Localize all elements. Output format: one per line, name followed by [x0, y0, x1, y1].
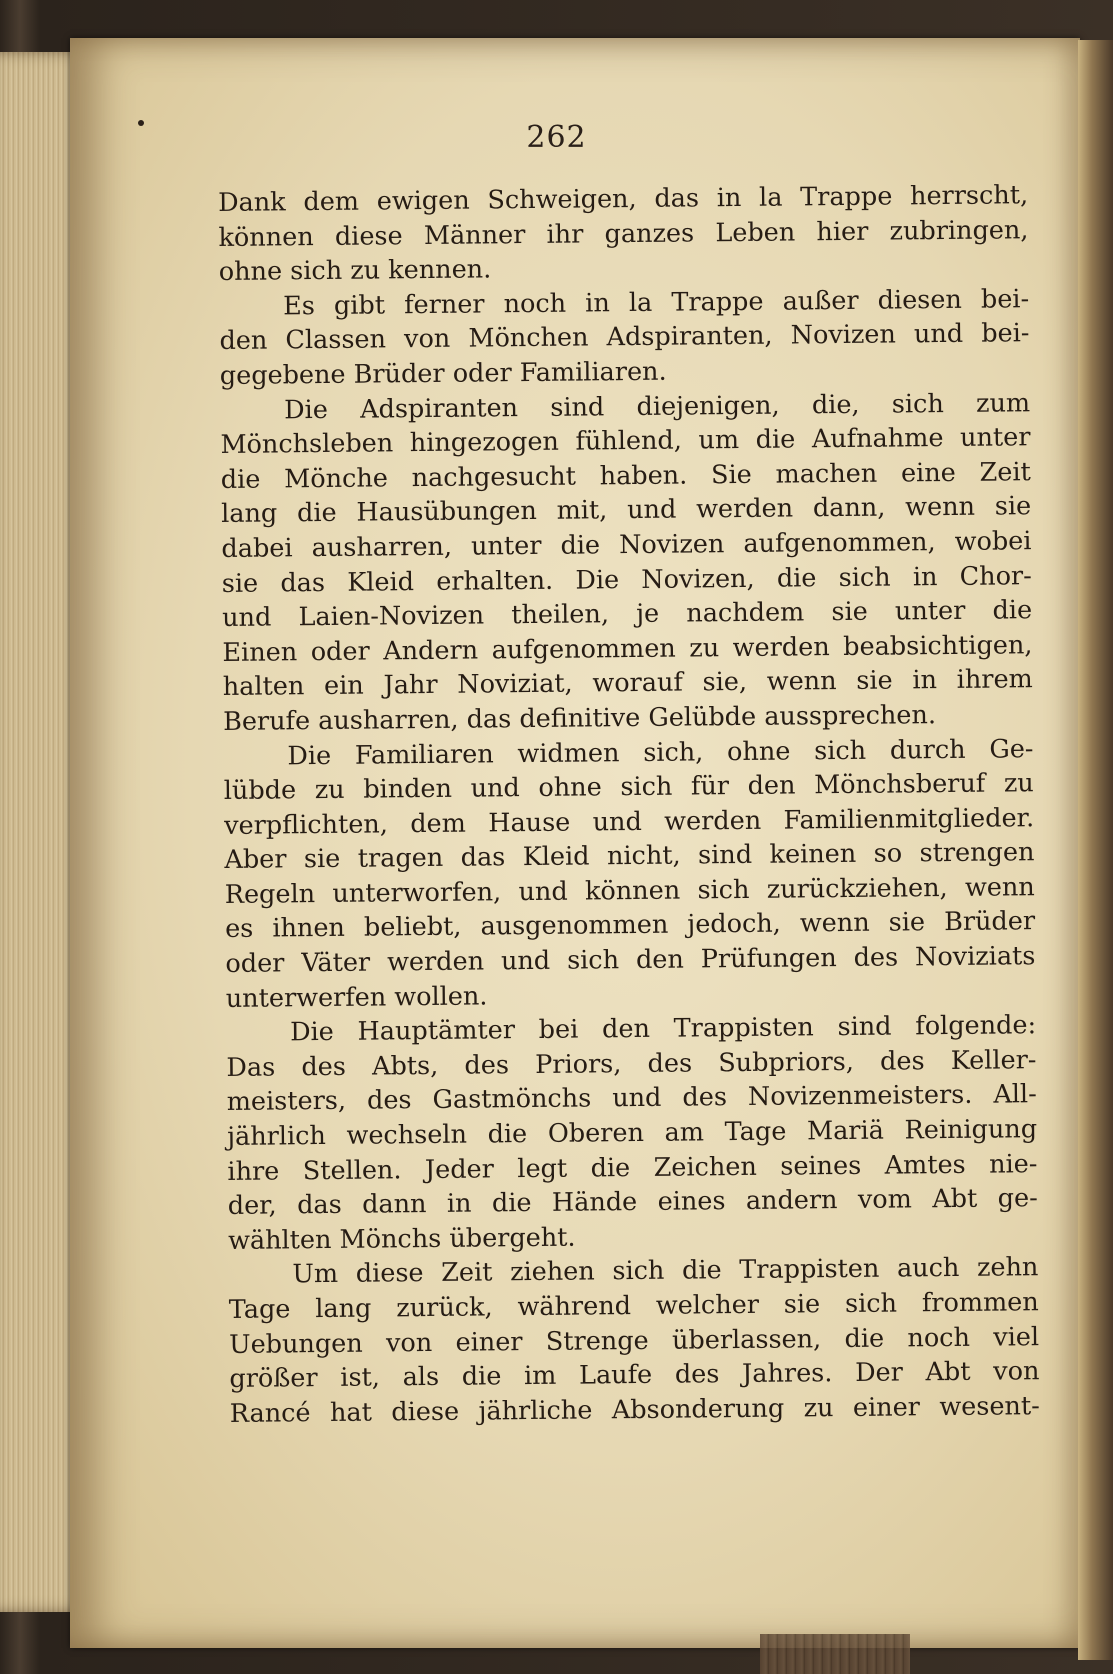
page-number: 262	[526, 120, 587, 155]
text-line: Dank dem ewigen Schweigen, das in la Trappe herrscht,	[218, 180, 1029, 218]
text-line: oder Väter werden und sich den Prüfungen des Noviziats	[225, 941, 1036, 980]
text-line: Einen oder Andern aufgenommen zu werden beabsichtigen,	[222, 629, 1033, 668]
text-line: wählten Mönchs übergeht.	[227, 1222, 576, 1256]
text-line: und Laien-Novizen theilen, je nachdem sie unter die	[222, 595, 1033, 634]
text-line: ihre Stellen. Jeder legt die Zeichen seines Amtes nie-	[227, 1148, 1038, 1187]
text-line: Um diese Zeit ziehen sich die Trappisten auch zehn	[292, 1252, 1039, 1290]
text-line: es ihnen beliebt, ausgenommen jedoch, wenn sie Brüder	[224, 906, 1036, 945]
text-line: unterwerfen wollen.	[225, 981, 488, 1014]
book-fore-edge	[1078, 40, 1113, 1660]
text-line: größer ist, als die im Laufe des Jahres. Der Abt von	[229, 1356, 1040, 1395]
text-line: sie das Kleid erhalten. Die Novizen, die sich in Chor-	[221, 560, 1032, 599]
text-line: ohne sich zu kennen.	[218, 254, 492, 288]
text-line: Es gibt ferner noch in la Trappe außer diesen bei-	[283, 284, 1030, 322]
text-line: Rancé hat diese jährliche Absonderung zu einer wesent-	[229, 1390, 1040, 1429]
text-line: dabei ausharren, unter die Novizen aufgenommen, wobei	[221, 526, 1032, 564]
text-line: den Classen von Mönchen Adspiranten, Novizen und bei-	[219, 318, 1030, 357]
text-line: Die Adspiranten sind diejenigen, die, sich zum	[284, 387, 1031, 425]
body-text	[218, 178, 1040, 1431]
text-line: Die Familiaren widmen sich, ohne sich durch Ge-	[287, 733, 1034, 771]
text-line: Die Hauptämter bei den Trappisten sind folgende:	[289, 1010, 1037, 1048]
text-line: Uebungen von einer Strenge überlassen, die noch viel	[228, 1321, 1040, 1360]
text-line: gegebene Brüder oder Familiaren.	[219, 356, 667, 391]
text-line: Das des Abts, des Priors, des Subpriors, des Keller-	[226, 1045, 1037, 1083]
text-line: meisters, des Gastmönchs und des Novizenmeisters. All-	[226, 1079, 1037, 1118]
text-line: halten ein Jahr Noviziat, worauf sie, wenn sie in ihrem	[222, 664, 1033, 703]
bookmark-ribbon	[760, 1634, 910, 1674]
text-line: Mönchsleben hingezogen fühlend, um die Aufnahme unter	[220, 422, 1031, 461]
text-line: Regeln unterworfen, und können sich zurückziehen, wenn	[224, 872, 1035, 910]
text-line: lang die Hausübungen mit, und werden dann, wenn sie	[221, 491, 1032, 530]
text-line: können diese Männer ihr ganzes Leben hier zubringen,	[218, 214, 1029, 253]
text-line: Aber sie tragen das Kleid nicht, sind keinen so strengen	[224, 837, 1035, 876]
text-line: die Mönche nachgesucht haben. Sie machen eine Zeit	[220, 456, 1031, 495]
text-line: der, das dann in die Hände eines andern vom Abt ge-	[227, 1183, 1038, 1222]
text-line: Berufe ausharren, das definitive Gelübde aussprechen.	[223, 700, 937, 737]
text-line: Tage lang zurück, während welcher sie sich frommen	[228, 1287, 1039, 1325]
text-line: lübde zu binden und ohne sich für den Mönchsberuf zu	[223, 768, 1034, 807]
text-line: verpflichten, dem Hause und werden Familienmitglieder.	[223, 802, 1035, 841]
text-line: jährlich wechseln die Oberen am Tage Mariä Reinigung	[226, 1114, 1038, 1152]
